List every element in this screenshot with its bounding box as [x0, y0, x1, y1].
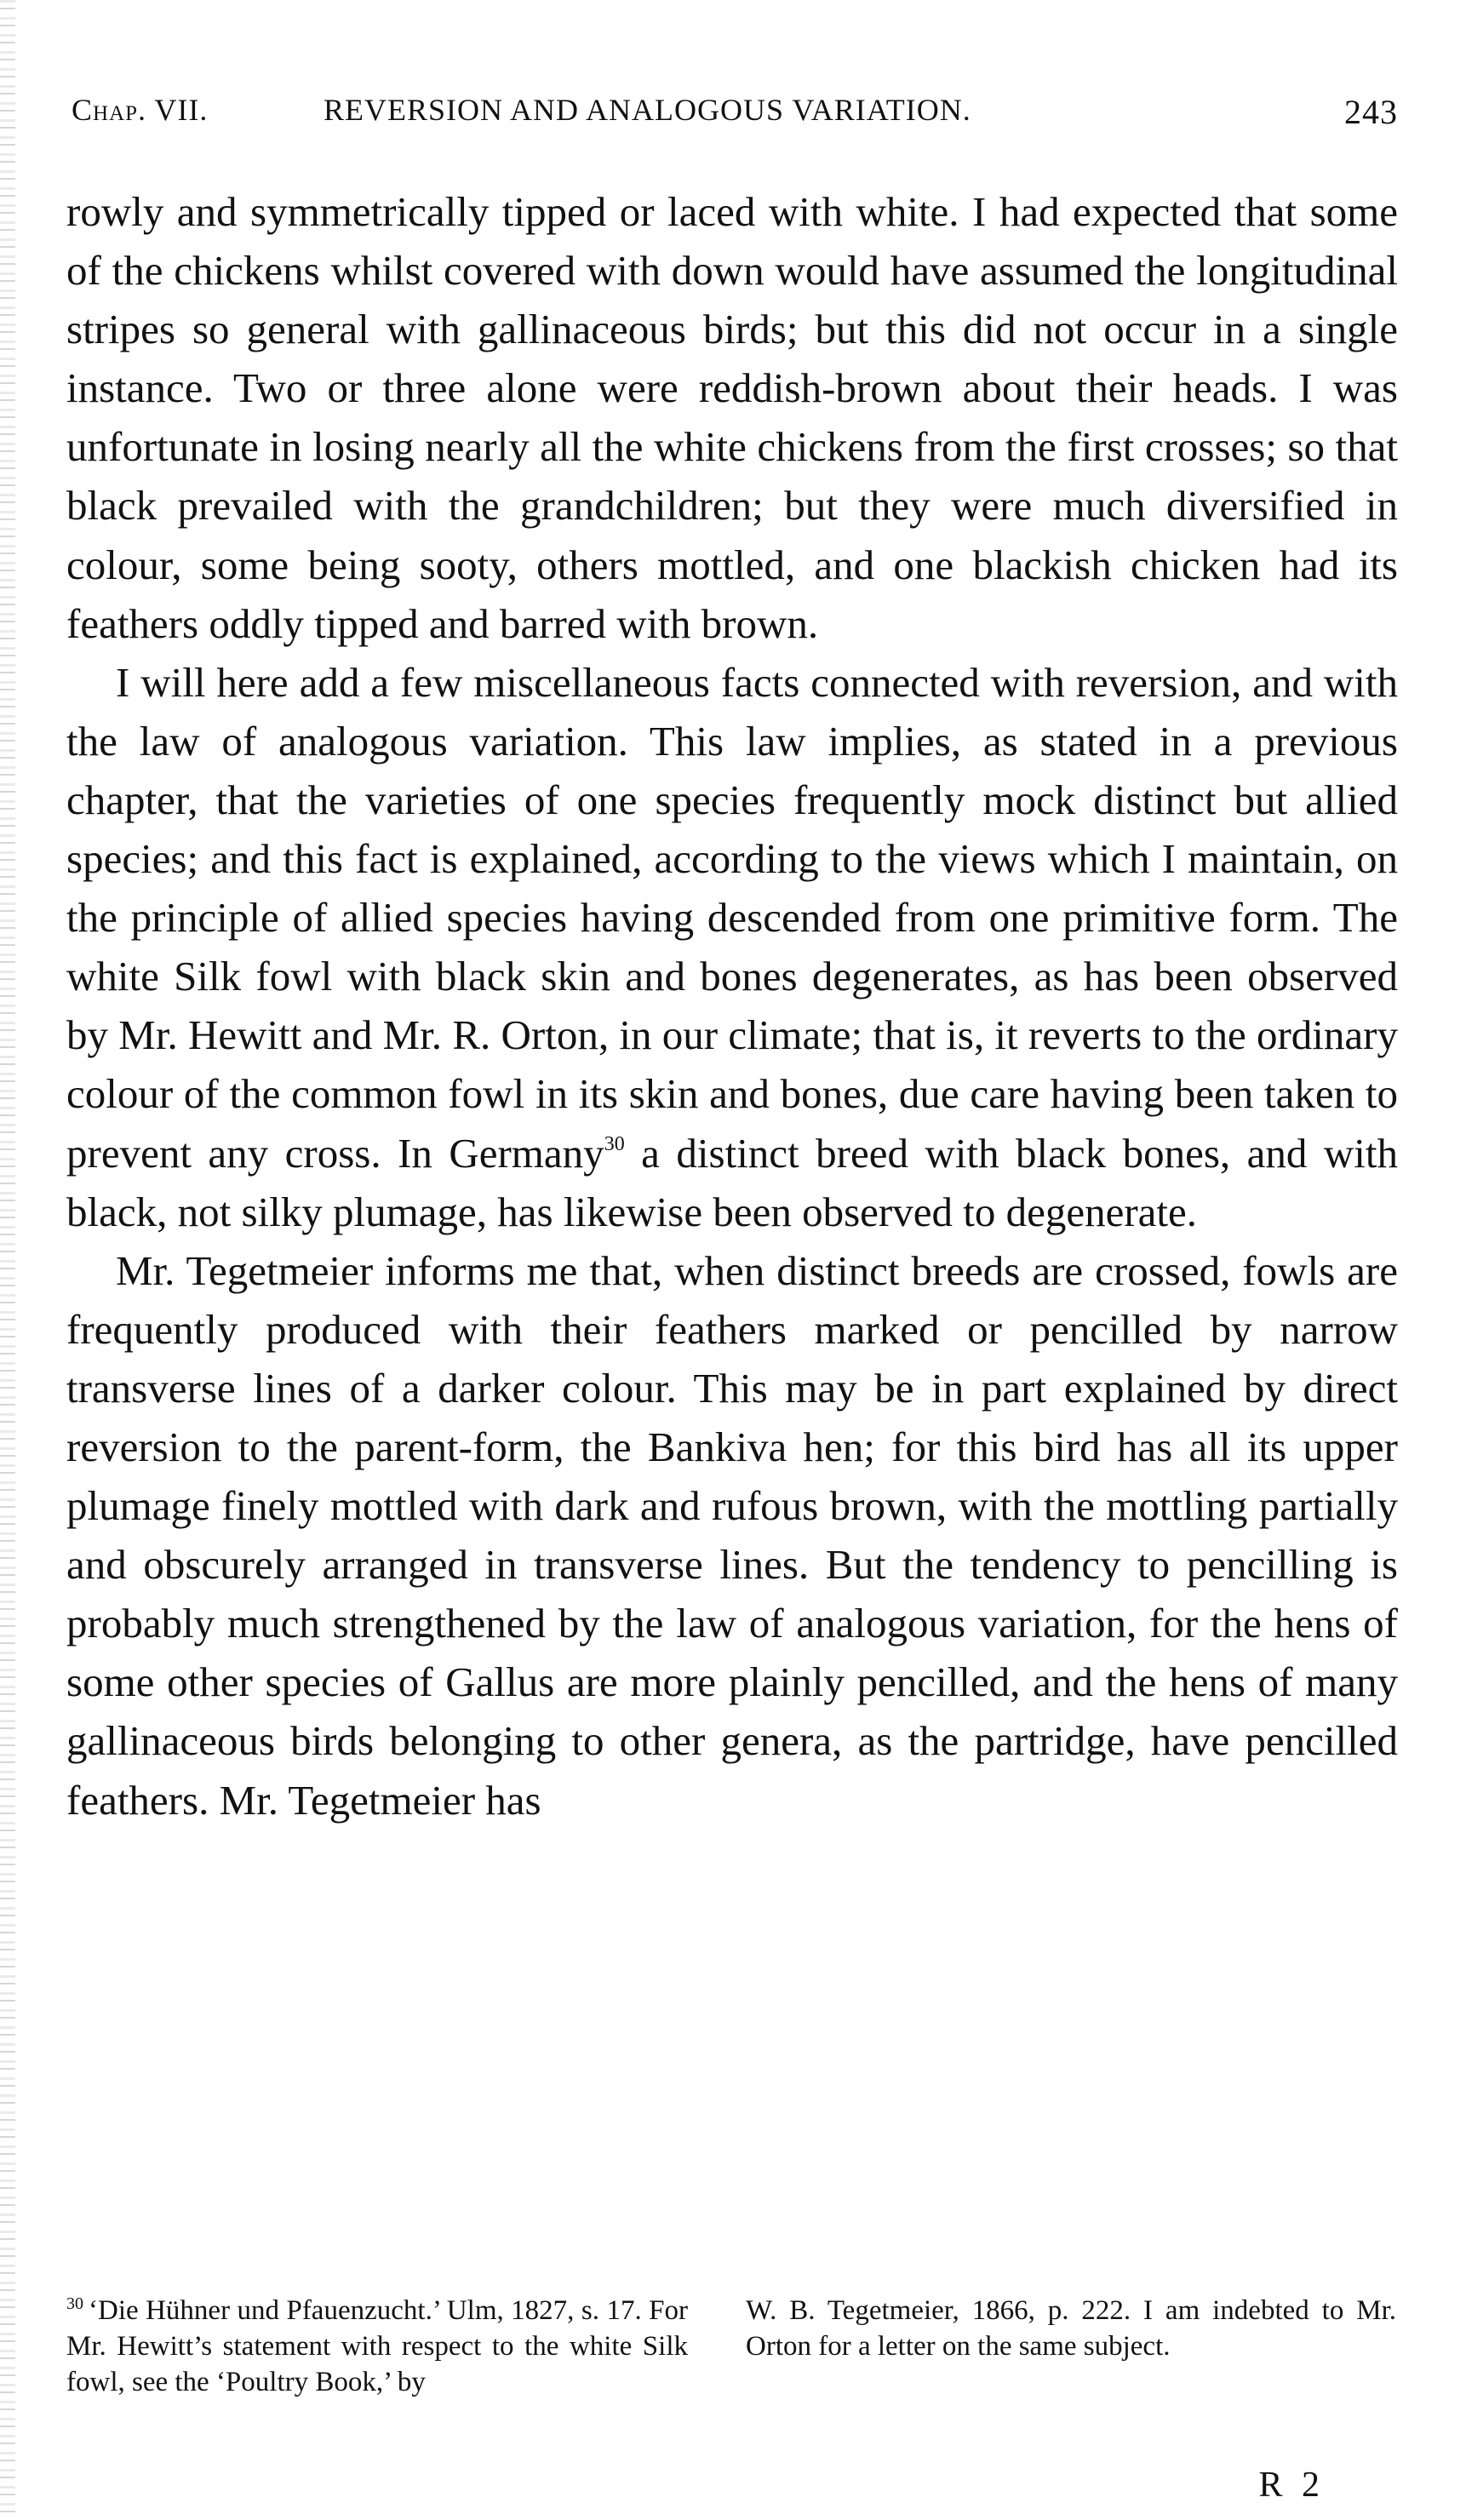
- paragraph-3: Mr. Tegetmeier informs me that, when distinct breeds are crossed, fowls are frequently produced with their feathers marked or pencilled by narrow transverse lines of a darker colour. This may be in part explained by direct reversion to the parent-form, the Bankiva hen; for this bird has all its upper plumage finely mottled with dark and rufous brown, with the mottling partially and obscurely arranged in transverse lines. But the tendency to pencilling is probably much strengthened by the law of analogous variation, for the hens of some other species of Gallus are more plainly pencilled, and the hens of many gallinaceous birds belonging to other genera, as the partridge, have pencilled feathers. Mr. Tegetmeier has: [66, 1246, 1398, 1824]
- running-header: [72, 92, 1398, 143]
- paragraph-2: [66, 653, 1398, 1241]
- scanned-page-edge: [0, 0, 15, 2520]
- footnote-left-column: [66, 2293, 688, 2400]
- body-text: [66, 182, 1398, 1830]
- running-title: REVERSION AND ANALOGOUS VARIATION.: [324, 93, 971, 127]
- footnote-left-text: ‘Die Hühner und Pfauenzucht.’ Ulm, 1827, s. 17. For Mr. Hewitt’s statement with respect to the white Silk fowl, see the ‘Poultry Book,’ by: [66, 2295, 688, 2397]
- footnote-mark: 30: [66, 2294, 83, 2313]
- paragraph-1: rowly and symmetrically tipped or laced with white. I had expected that some of the chickens whilst covered with down would have assumed the longitudinal stripes so general with gallinaceous birds; but this did not occur in a single instance. Two or three alone were reddish-brown about their heads. I was unfortunate in losing nearly all the white chickens from the first crosses; so that black prevailed with the grandchildren; but they were much diversified in colour, some being sooty, others mottled, and one blackish chicken had its feathers oddly tipped and barred with brown.: [66, 188, 1398, 647]
- footnotes: [66, 2293, 1398, 2454]
- signature-mark: R 2: [1258, 2466, 1325, 2505]
- footnote-reference: 30: [604, 1132, 625, 1155]
- paragraph-2-text: I will here add a few miscellaneous facts connected with reversion, and with the law of analogous variation. This law implies, as stated in a previous chapter, that the varieties of one species frequently mock distinct but allied species; and this fact is explained, according to the views which I maintain, on the principle of allied species having descended from one primitive form. The white Silk fowl with black skin and bones degenerates, as has been observed by Mr. Hewitt and Mr. R. Orton, in our climate; that is, it reverts to the ordinary colour of the common fowl in its skin and bones, due care having been taken to prevent any cross. In Germany: [66, 658, 1398, 1177]
- footnote-right-column: W. B. Tegetmeier, 1866, p. 222. I am indebted to Mr. Orton for a letter on the same subject.: [746, 2295, 1396, 2362]
- paragraph-2-text-cont: a distinct breed with black bones, and with black, not silky plumage, has likewise been observed to degenerate.: [66, 1129, 1399, 1235]
- chapter-label: Chap. VII.: [72, 93, 209, 127]
- page-number: 243: [1344, 93, 1398, 131]
